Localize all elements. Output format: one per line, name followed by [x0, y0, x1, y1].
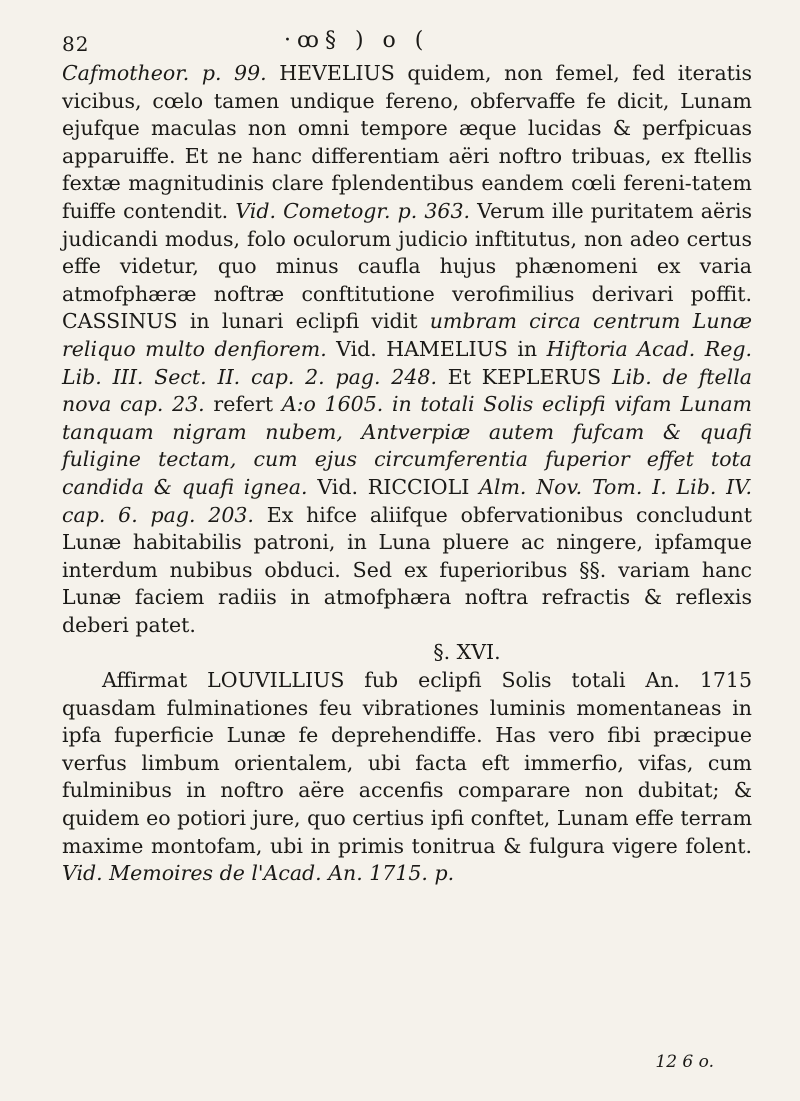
paragraph: [62, 60, 752, 639]
text-run: Et KEPLERUS: [447, 364, 613, 389]
text-run: HEVELIUS quidem, non femel, fed iteratis vicibus, cœlo tamen undique fereno, obfervaffe fe dicit, Lunam ejufque maculas non omni tempore æque lucidas & perfpicuas apparuiffe. Et ne hanc differentiam aëri noftro tribuas, ex ftellis fextæ magnitudinis clare fplendentibus eandem cœli fereni-tatem fuiffe contendit.: [62, 61, 752, 223]
italic-citation: p. 99.: [201, 61, 280, 85]
page-header: [34, 18, 760, 58]
italic-citation: Alm. Nov. Tom. I. Lib. IV. cap. 6. pag. 203.: [62, 474, 752, 527]
text-run: Verum ille puritatem aëris judicandi modus, folo oculorum judicio inftitutus, non adeo certus effe videtur, quo minus caufla hujus phænomeni ex varia atmofphæræ noftræ conftitutione verofimilius derivari poffit. CASSINUS in lunari eclipfi vidit: [62, 198, 753, 334]
italic-citation: Cafmotheor.: [62, 61, 202, 85]
section-heading: §. XVI.: [433, 640, 501, 665]
text-run: Ex hifce aliifque obfervationibus concludunt Lunæ habitabilis patroni, in Luna pluere ac ningere, ipfamque interdum nubibus obduci. Sed ex fuperioribus §§. variam hanc Lunæ faciem radiis in atmofphæra noftra refractis & reflexis deberi patet.: [62, 502, 752, 637]
italic-citation: Vid. Cometogr. p. 363.: [235, 198, 478, 223]
text-run: Vid. RICCIOLI: [317, 474, 480, 499]
italic-citation: Hiftoria Acad. Reg. Lib. III. Sect. II. cap. 2. pag. 248.: [62, 336, 752, 389]
italic-citation: umbram circa centrum Lunæ reliquo multo denfiorem.: [62, 309, 752, 361]
paragraph: [62, 667, 752, 888]
text-run: refert: [213, 392, 282, 417]
italic-citation: A:o 1605. in totali Solis eclipfi vifam Lunam tanquam nigram nubem, Antverpiæ autem fufcam & quafi fuligine tectam, cum ejus circumferentia fuperior effet tota candida & quafi ignea.: [62, 392, 752, 499]
text-run: Affirmat LOUVILLIUS fub eclipfi Solis totali An. 1715 quasdam fulminationes feu vibrationes luminis momentaneas in ipfa fuperficie Lunæ fe deprehendiffe. Has vero fibi præcipue verfus limbum orientalem, ubi facta eft immerfio, vifas, cum fulminibus in noftro aëre accenfis comparare non dubitat; & quidem eo potiori jure, quo certius ipfi conftet, Lunam effe terram maxime montofam, ubi in primis tonitrua & fulgura vigere folent.: [62, 668, 753, 858]
italic-citation: Lib. de ftella nova cap. 23.: [62, 364, 752, 417]
italic-citation: Vid. Memoires de l'Acad. An. 1715. p.: [62, 861, 455, 886]
ornament: ·ꝏ§ ) o (: [284, 28, 430, 53]
page-number: 82: [62, 32, 90, 56]
catchword: 12 6 o.: [655, 1052, 714, 1072]
text-run: Vid. HAMELIUS in: [336, 336, 547, 361]
body-text: [62, 60, 752, 888]
